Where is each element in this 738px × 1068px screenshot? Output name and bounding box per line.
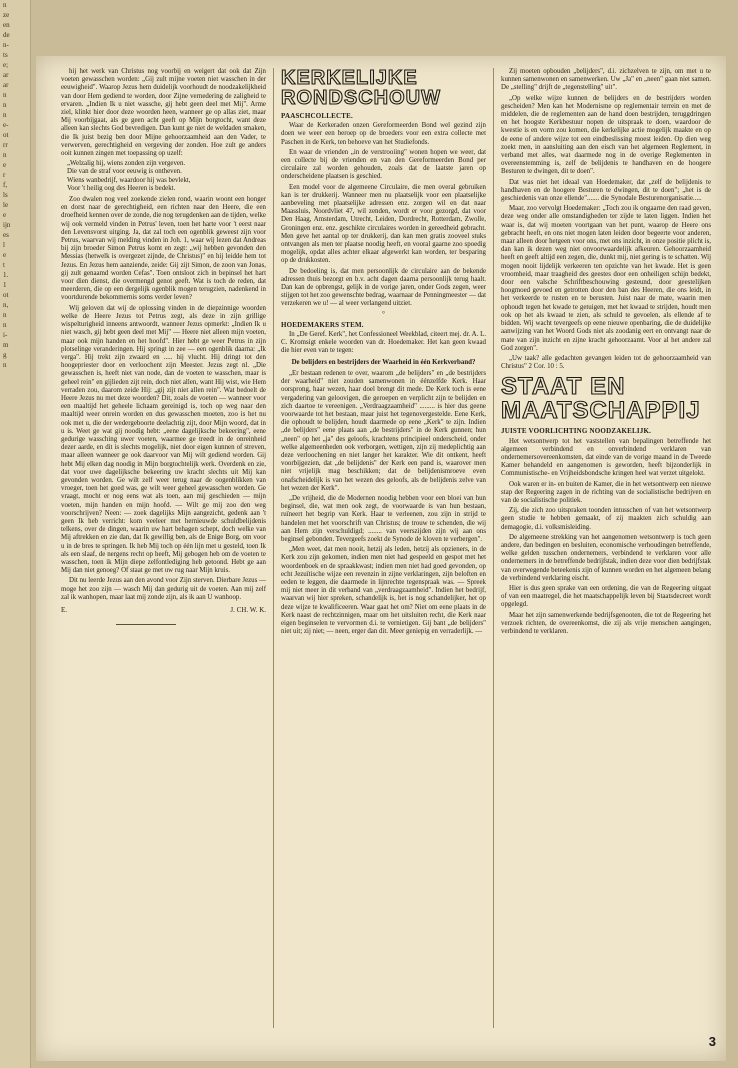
margin-fragment: g bbox=[3, 351, 7, 359]
margin-fragment: ts bbox=[3, 51, 8, 59]
margin-fragment: 1 bbox=[3, 281, 7, 289]
verse-line: „Welzalig hij, wiens zonden zijn vergeven. bbox=[67, 160, 186, 168]
margin-fragment: n bbox=[3, 101, 7, 109]
margin-fragment: n bbox=[3, 311, 7, 319]
page-number: 3 bbox=[708, 1034, 716, 1049]
margin-fragment: e bbox=[3, 161, 7, 169]
margin-fragment: e bbox=[3, 251, 7, 259]
verse-line: Wiens wanbedrijf, waardoor hij was bevlekt, bbox=[67, 176, 191, 184]
paragraph: Dat was niet het ideaal van Hoedemaker, dat „zelf de belijdenis te handhaven en de hoogere Besturen te dwingen, dit te doen"; „het is de geschiedenis van onze ellende"....... die Synodale Besturenorganisatie..... bbox=[501, 178, 711, 203]
column-rule bbox=[493, 68, 494, 1028]
paragraph: In „De Geref. Kerk", het Confessioneel Weekblad, citeert mej. dr. A. L. C. Kromsigt enkele woorden van dr. Hoedemaker. Het kan geen kwaad die hier even van te tegen: bbox=[281, 331, 486, 355]
paragraph: „Uw taak? alle gedachten gevangen leiden tot de gehoorzaamheid van Christus" 2 Cor. 10 : 5. bbox=[501, 354, 711, 371]
margin-fragment: rr bbox=[3, 141, 8, 149]
margin-fragment: ot bbox=[3, 291, 9, 299]
verse-line: Voor 't heilig oog des Heeren is bedekt. bbox=[67, 184, 176, 192]
paragraph: Het wetsontwerp tot het vaststellen van bepalingen betreffende het algemeen verbindend en onverbindend verklaren van ondernemersovereenkomsten, dat einde van de vorige maand in de Tweede Kamer behandeld en aangenomen is geworden, heeft bijzonderlijk in Communistische- en Vrijheidsbondsche kringen heel wat verzet uitgelokt. bbox=[501, 437, 711, 478]
paragraph: Zij, die zich zoo uitspraken toonden intusschen of van het wetsontwerp geen studie te hebben gemaakt, of zij maakten zich schuldig aan demagogie, d.i. volksmisleiding. bbox=[501, 507, 711, 531]
heading-line: KERKELIJKE bbox=[281, 68, 418, 89]
column-kerkelijke-rondschouw bbox=[281, 68, 486, 1058]
paragraph: Waar de Kerkeraden onzen Gereformeerden Bond wel gezind zijn doen we weer een beroep op de broeders voor een extra collecte met Paschen in de Kerk, ten behoeve van het Studiefonds. bbox=[281, 122, 486, 146]
signature bbox=[61, 606, 266, 614]
margin-fragment: n bbox=[3, 361, 7, 369]
quote-title: De belijders en bestrijders der Waarheid in één Kerkverband? bbox=[291, 358, 476, 366]
margin-fragment: l bbox=[3, 241, 5, 249]
paragraph: Zoo dwalen nog veel zoekende zielen rond, waarin woont een honger en dorst naar de gerechtigheid, een richten naar den Heere, die een droefheid kennen over de zonde, die nog terugdenken aan de tijden, welke wij ook vermeld vinden in Petrus' leven, toen het harte voor 't eerst naar den Levensvorst uitging. Ja, dat zal toch een ogenblik geweest zijn voor Petrus, waarvan wij melding vinden in Joh. 1, waar wij lezen dat Andreas bij zijn broeder Simon Petrus komt en zegt: „wij hebben gevonden den Messias (hetwelk is overgezet zijnde, de Christus)" en hij leidde hem tot Jezus. En Jezus hem aanziende, zeide: Gij zijt Simon, de zoon van Jonas, gij zult genaamd worden Cefas". Toen ontsloot zich in bepinsel het hart voor dien dienst, die overmengd genot geeft. Wat is toch de reden, dat meerderen, die op een dergelijk ogenblik mogen terugzien, nadenkend in voortdurende bekommernis soms verder leven? bbox=[61, 196, 266, 302]
paragraph: „Men weet, dat men nooit, hetzij als leden, hetzij als opzieners, in de Kerk zou zijn gekomen, indien men niet had gespeeld en gespot met het woordenboek en de spraakkwast; indien men niet had goed gevonden, op echt Jezuïtische wijze een revenzin in zijne verklaringen, zijn beloften en eeden te leggen, die daarmede in lijnrechte tegenspraak was. — Spreek mij niet meer in dit verband van „verdraagzaamheid". Indien het bedrijf, waarvan wij hier spreken, schandelijk is, het is nog schandelijker, het op deze wijze te kwalificeeren. Waar gaat het om? Niet om eene plaats in de Kerk naast de rechtzinnigen, maar om het uitsluiten recht, die Kerk naar eigen beginselen te vervormen d.i. te vernietigen. Gij bant „de belijders" niet uit; zij niet; — neen, erger dan dit. Meer geniepig en verraderlijk. — bbox=[281, 546, 486, 636]
paragraph: Wij geloven dat wij de oplossing vinden in de diepzinnige woorden welke de Heere Jezus tot Petrus zegt, als deze in zijn grillige wispelturigheid inneens antwoordt, wanneer Jezus opmerkt: „Indien Ik u niet wasch, gij hebt geen deel met Mij" — Heere niet alleen mijn voeten, maar ook mijn handen en het hoofd". Hier hebt ge weer Petrus in zijn plotselinge veranderingen. Hij springt in zee — een ogenblik daarna: „Ik verga". Hij trekt zijn zwaard en ..... hij vlucht. Hij dringt tot den hoogepriester door en verloochent zijn Meester. Jezus zegt nl. „Die gewasschen is, heeft niet van node, dan de voeten te wasschen, maar is geheel rein" en gijlieden zijt rein, doch niet allen, want Hij wist, wie Hem verraden zou, daarom zeide Hij: „gij zijt niet allen rein". Wat bedoelt de Heere Jezus nu met deze woorden? Dit, zoals de voeten — wanneer voor een maaltijd het geheele lichaam gereinigd is, toch op weg naar den maaltijd weer onrein worden en dus gewasschen moeten, zoo is het nu ook met u, die der wedergeboorte deelachtig zijt, door Mijn woord, dat in u is. Weet ge wat gij noodig hebt: „eene dagelijksche bekeering", eene gedurige wassching uwer voeten, waarmee ge treedt in de onreinheid dezer aarde, en dit is slechts mogelijk, niet door eigen kunnen of streven, maar alleen wanneer ge ook daarvoor van Mij wilt gediend worden. Gij hebt Mij elken dag noodig in Mijn borgtochtelijk werk. Overdenk en zie, dat voor uwe dagelijksche bekeering uw kracht slechts uit Mij kan gevonden worden. Ge wilt zelf weer terug naar de oogenblikken van vroeger, toen het goed was, ge wilt weer geheel gewasschen worden. Ge vraagt, mocht er nog eens wat als toen, aan mij geschieden — mijn voeten, mijn handen en mijn hoofd. — Wilt ge mij zoo den weg voorschrijven? Neen: — zoek dagelijks Mijn aangezicht, gedenk aan 't geen Ik heb verricht: kom veeleer met hernieuwde schuldbelijdenis telkens, over de dingen, waarin uw hart behagen schept, doch welke van Mij aftrekken en zie dan, dat Ik gewillig ben, als de Enige Borg, om voor u in de bres te springen. Ik heb Mij toch op één lijn met u gesteld, toen Ik als een slaaf, de nergens recht op heeft, Mij gebogen heb om de voeten te wasschen, toen ik Mijn diepe zelfontlediging heb getoond. Hebt ge aan Mij dan niet genoeg? Of staat ge met uw rug naar Mijn kruis. bbox=[61, 304, 266, 575]
margin-fragment: m bbox=[3, 341, 9, 349]
margin-fragment: f, bbox=[3, 181, 8, 189]
heading-line: RONDSCHOUW bbox=[281, 87, 441, 109]
margin-fragment: n bbox=[3, 111, 7, 119]
signature-left: E. bbox=[61, 606, 68, 614]
paragraph: Zij moeten opbouden „belijders", d.i. zichzelven te zijn, om met u te kunnen samenwonen en samenwerken. Uw „Ja" en „neen" gaan niet samen. De „stelling" drijft de „tegenstelling" uit". bbox=[501, 68, 711, 92]
divider: ° bbox=[382, 310, 385, 318]
section-heading-kerkelijke-rondschouw bbox=[281, 68, 486, 108]
margin-fragment: n bbox=[3, 1, 7, 9]
heading-line: STAAT EN bbox=[501, 373, 626, 401]
paragraph: Een model voor de algemeene Circulaire, die men overal gebruiken kan is ter drukkerij. Wanneer men nu plaatselijk voor een plaatselijke aanbeveling met plaatselijke adressen enz. zorgen wil en dat naar Maassluis, Noordvliet 47, wil zenden, wordt er voor gezorgd, dat voor Den Haag, Amsterdam, Utrecht, Leiden, Dordrecht, Rotterdam, Zwolle, Groningen enz. enz. geschikte circulaires worden in gereedheid gebracht. Men geve het aantal op ter drukkerij, dan kan men gratis zooveel stuks ontvangen als men ter plaatse noodig heeft, en vooral gaarne zoo spoedig mogelijk, opdat alles achter elkaar afgewerkt kan worden, ter besparing op de drukkosten. bbox=[281, 183, 486, 265]
margin-fragment: ijn bbox=[3, 221, 11, 229]
margin-fragment: n bbox=[3, 91, 7, 99]
paragraph: Maar, zoo vervolgt Hoedemaker: „Toch zou ik ongaarne den raad geven, deze weg onder alle omstandigheden ter zijde te laten liggen. Indien het waar is, dat wij moeten voortgaan van het punt, waarop de Heere ons gebracht heeft, en ons niet mogen laten leiden door begeerte voor anderen, maar alleen door hetgeen voor ons, met ons inzicht, in onze positie plicht is, dan kan ik dezen weg niet onvoorwaardelijk afkeuren. Gehoorzaamheid heeft en geeft altijd een zegen, die, dunkt mij, niet gering is te schatten. Wij mogen nooit lijdelijk verkeeren ten opzichte van het kwade. Het is geen vroomheid, maar traagheid des geestes door een onheiligen schijn bedekt, door een valsche Schriftbeschouwing gesteund, door geestelijken hoogmoed gevoed en getrotten door den ban des Heeren, die ons leidt, in het verkeerde te rusten en te berusten. Juist naar de mate, waarin men ophoudt tegen het kwade te getuigen, met het kwaad te strijden, houdt men ook op het als kwaad te zien, als schuld te gevoelen, als ellende af te bidden. Wij wacht tevergeefs op eene nieuwe openbaring, die de duidelijke aanwijzing van het Woord Gods niet als zoodanig eert en ontvangt naar de mate van zijn inzicht en zijne kracht gehoorzaamt. Voor al het andere zal God zorgen". bbox=[501, 205, 711, 352]
end-rule bbox=[116, 624, 176, 625]
column-rule bbox=[273, 68, 274, 1028]
paragraph: Maar het zijn samenwerkende bedrijfsgenooten, die tot de Regeering het verzoek richten, de overeenkomst, die zij als vrije menschen aangingen, verbindend te verklaren. bbox=[501, 611, 711, 635]
margin-fragment: ot bbox=[3, 131, 9, 139]
paragraph: De bedoeling is, dat men persoonlijk de circulaire aan de bekende adressen thuis bezorgt en b.v. acht dagen daarna persoonlijk terug haalt. Dan kan de opbrengst, gelijk in de vorige jaren, onder Gods zegen, weer stijgen tot het zoo gewenschte bedrag, waarnaar de Penningmeester — dat verzekeren we u! — al weer verlangend uitziet. bbox=[281, 267, 486, 308]
margin-fragment: ls bbox=[3, 191, 8, 199]
subheading: JUISTE VOORLICHTING NOODZAKELIJK. bbox=[501, 427, 652, 436]
paragraph: En waar de vrienden „in de verstrooiing" wonen hopen we weer, dat een collecte bij de vrienden en van den Gereformeerden Bond per circulaire zal worden gehouden, zoals dat de laatste jaren op onderscheidene plaatsen is geschied. bbox=[281, 148, 486, 181]
paragraph: „Op welke wijze kunnen de belijders en de bestrijders worden gescheiden? Men kan het Modernisme op reglementair terrein en met de middelen, die de reglementen aan de hand doen bestrijden, teruggdringen en het hoogste Kerkbestuur nopen de uitspraak te doen, waardoor de kwestie is en vorm zou komen, die kerkelijke actie mogelijk maakte en op de eene of andere wijze tot een eindbeslissing moest leiden. Op dien weg zoekt men, in aansluiting aan den eisch van het algemeen Reglement, in verband met alles, wat daarmede nog in de overige Reglementen in overeenstemming is, zelf de belijdenis te handhaven en de hoogere Besturen te dwingen, dit te doen". bbox=[501, 94, 711, 176]
margin-fragment: e; bbox=[3, 61, 9, 69]
margin-fragment: de bbox=[3, 31, 10, 39]
margin-fragment: es bbox=[3, 231, 9, 239]
section-heading-staat-en-maatschappij bbox=[501, 375, 711, 423]
margin-fragment: 1. bbox=[3, 271, 9, 279]
paragraph: Dit nu leerde Jezus aan den avond voor Zijn sterven. Dierbare Jezus — moge het zoo zijn — wasch Mij dan gedurig uit de voeten. Aan mij zelf zal ik wanhopen, maar laat mij zonde zijn, als ik aan U wanhoop. bbox=[61, 577, 266, 601]
verse bbox=[67, 160, 266, 193]
paragraph: „De vrijheid, die de Modernen noodig hebben voor een bloei van hun beginsel, die, wat men ook zegt, de voorwaarde is van hun bestaan, ruïneert het begrip van Kerk. Haar te verleenen, zou zijn in strijd te handelen met het voorschrift van Christus; de trouw te schenden, die wij aan Hem zijn verschuldigd; ........ van veerszijden zijn wij aan ons beginsel gebonden. Tevergeefs zoekt de Synode de kloven te verbergen". bbox=[281, 494, 486, 543]
subheading: HOEDEMAKERS STEM. bbox=[281, 320, 364, 329]
margin-fragment: ar bbox=[3, 81, 9, 89]
subheading: PAASCHCOLLECTE. bbox=[281, 112, 353, 120]
margin-fragment: n, bbox=[3, 301, 9, 309]
heading-line: MAATSCHAPPIJ bbox=[501, 397, 701, 425]
margin-fragment: en bbox=[3, 21, 10, 29]
margin-fragment: n bbox=[3, 321, 7, 329]
verse-line: Die van de straf voor eeuwig is ontheven. bbox=[67, 168, 182, 176]
paragraph: hij het werk van Christus nog voorbij en weigert dat ook dat Zijn voeten gewasschen worden: „Gij zult mijne voeten niet wasschen in der eeuwigheid". Waarop Jezus hem duidelijk voorhoudt de noodzakelijkheid van door Hem gediend te worden, door Zijne vernedering de zaligheid te ervaren. „Indien Ik u niet wassche, gij hebt geen deel met Mij". Arme ziel, klinkt hier door deze woorden heen, wanneer ge op allas ziet, maar Mij voorbijgaat, als ge geen acht geeft op Mijn borgtocht, want deze alleen kan slechts God bevredigen. Dan kunt ge niet de weldaden smaken, die Ik juist bezig ben door Mijne gehoorzaamheid aan den Vader, te verwerven, gerechtigheid en vergeving der zonden. Hoe zult ge anders ooit kunnen zingen met toepassing op uzelf: bbox=[61, 68, 266, 158]
paragraph: De algemeene strekking van het aangenomen wetsontwerp is toch geen andere, dan bedingen en besluiten, economische verhoudingen betreffende, welke gelden tusschen ondernemers, verbindend te verklaren voor alle ondernemers in de betreffende bedrijfstak, indien deze voor dien bedrijfstak van overwegende beteekenis zijn of kunnen worden en het algemeen belang de verbindend verklaring eischt. bbox=[501, 533, 711, 582]
column-staat-en-maatschappij bbox=[501, 68, 711, 1058]
paragraph: Hier is dus geen sprake van een ordening, die van de Regeering uitgaat of van een maatregel, die het maatschappelijk leven bij Staatsdecreet wordt opgelegd. bbox=[501, 584, 711, 609]
signature-right: J. CH. W. K. bbox=[230, 606, 266, 614]
margin-fragment: le bbox=[3, 201, 9, 209]
margin-fragment: n- bbox=[3, 41, 9, 49]
paragraph: Ook waren er in- en buiten de Kamer, die in het wetsontwerp een nieuwe stap der Regeering zagen in de richting van de socialistische bedrijven en van de socialistische politiek. bbox=[501, 480, 711, 504]
newspaper-page bbox=[36, 56, 726, 1061]
margin-fragment: ze bbox=[3, 11, 10, 19]
margin-fragment: t bbox=[3, 261, 5, 269]
margin-fragment: e bbox=[3, 211, 7, 219]
margin-fragment: r bbox=[3, 171, 6, 179]
adjacent-page-strip bbox=[0, 0, 31, 1068]
margin-fragment: ar bbox=[3, 71, 9, 79]
margin-fragment: e- bbox=[3, 121, 9, 129]
paragraph: „Er bestaan redenen te over, waarom „de belijders" en „de bestrijders der waarheid" niet zouden samenwonen in éénzelfde Kerk. Haar oorsprong, haar wezen, haar doel brengt dit mede. De Kerk toch is eene vergadering van geloovigen, die geroepen en verplicht zijn te belijden en zich daartoe te vereenigen. „Verdraagzaamheid" ......... is hier dus geene voorwaarde tot het bestaan, maar juist het tegenovergestelde. Eene Kerk, die ophoudt te belijden, houdt daarmede op eene „Kerk" te zijn. Indien „de belijders" eene plaats aan „de bestrijders" in de Kerk gunnen; hun „neen" op het „ja" des geloofs, krachtens principieel onderscheid, onder welke algemeenheden ook verborgen, wettigen, zijn zij medeplichtig aan deze verloochening en niet langer het karakter. Wie dit ontkent, heeft voorbijgezien, dat „de belijdenis" der Kerk een pand is, waarover men niet vrijelijk mag beschikken; dat de belijdenismroeve even onafscheidelijk is van het wezen des geloofs, als de belijdenis zelve van het wezen der Kerk". bbox=[281, 369, 486, 492]
column-meditation bbox=[61, 68, 266, 1058]
margin-fragment: n bbox=[3, 151, 7, 159]
margin-fragment: i- bbox=[3, 331, 8, 339]
